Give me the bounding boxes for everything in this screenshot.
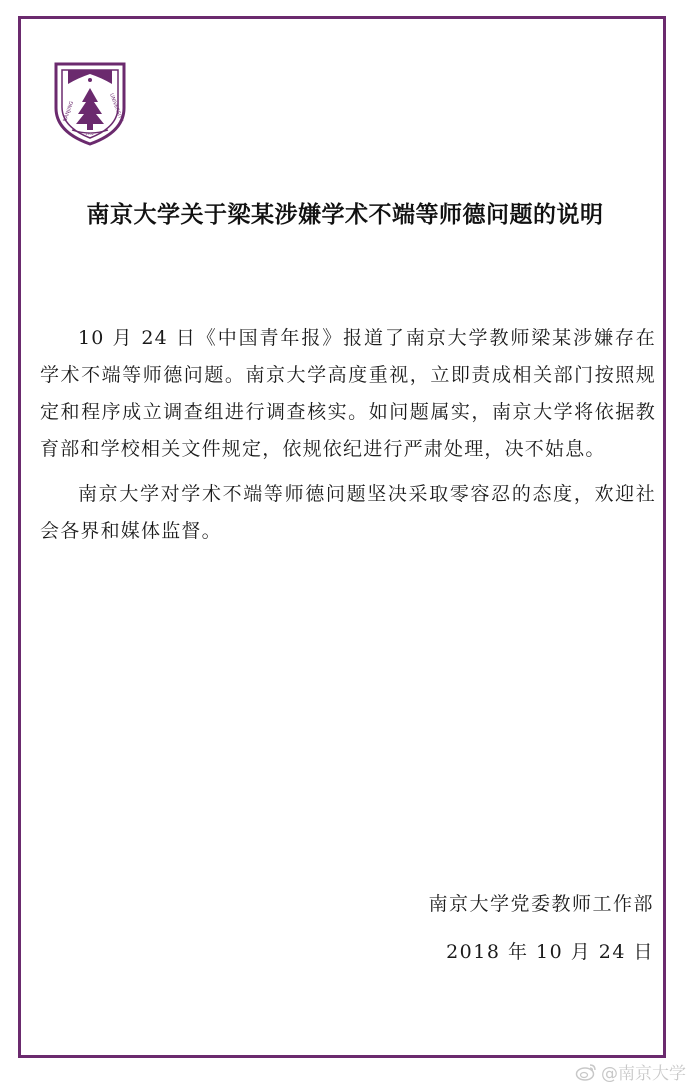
svg-text:UNIVERSITY: UNIVERSITY — [108, 92, 124, 123]
weibo-icon — [575, 1062, 597, 1082]
svg-text:NANJING: NANJING — [62, 100, 76, 123]
signature-department: 南京大学党委教师工作部 — [428, 893, 654, 915]
university-logo-icon — [52, 60, 128, 146]
watermark-text: @南京大学 — [601, 1064, 686, 1084]
svg-text:1902: 1902 — [85, 132, 94, 136]
document-body — [40, 320, 656, 558]
signature-date: 2018 年 10 月 24 日 — [446, 941, 654, 963]
document-title: 南京大学关于梁某涉嫌学术不端等师德问题的说明 — [86, 202, 604, 228]
weibo-watermark — [575, 1059, 686, 1084]
paragraph-2: 南京大学对学术不端等师德问题坚决采取零容忍的态度，欢迎社会各界和媒体监督。 — [40, 483, 656, 542]
paragraph-1: 10 月 24 日《中国青年报》报道了南京大学教师梁某涉嫌存在学术不端等师德问题。南京大学高度重视，立即责成相关部门按照规定和程序成立调查组进行调查核实。如问题属实，南京大学将依据教育部和学校相关文件规定，依规依纪进行严肃处理，决不姑息。 — [40, 327, 656, 460]
signature-block — [428, 880, 654, 976]
